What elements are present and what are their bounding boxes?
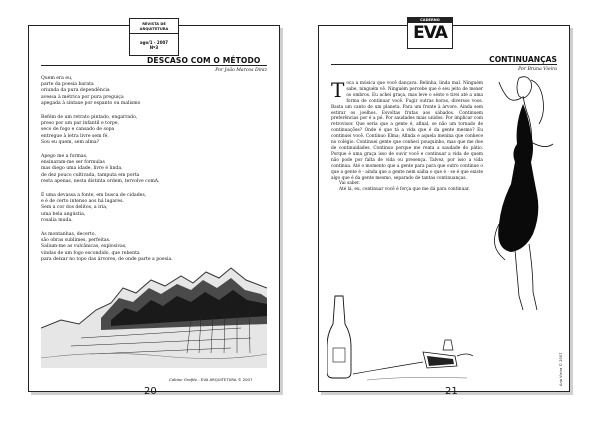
poem-stanza: Apego me a formas, ensinaram-me ser formulas mas diego uma idade, livre é linda, de dez pouco cultivada, tamputa em porta resta apenas, nesta distinta ordem, tervolve comA. [41, 154, 160, 184]
eva-logo: EVA [413, 23, 447, 43]
page-credit: Ana Vieira © 2007 [559, 352, 563, 386]
poem-stanza: As montanhas, decerto, são obras sublimes, perfeitas. Salium-me as vulcânicas, explosivas, vindas de um fogo escondido, que rebenta para deixar no topo das árvores, de onde parte a poesia. [41, 232, 173, 262]
page-credit: Cabine Grafite - EVA ARQUITETURA © 2007 [169, 377, 253, 382]
eva-logo-box [407, 17, 453, 49]
drop-cap: T [331, 78, 345, 102]
bottle-illustration [327, 294, 477, 384]
story-paragraph: Toca a música que você dançava. Belinha, linda mal. Ninguém sabe, ninguém vê. Ninguém percebe que é seu jeito de mexer os ombros. Eu achei graça, mas leve o sésto e tirei até a uma forma de continuar você. Fugir outras horas, diversos voos. Basta um canto de um planeta. Para um fronte à árvore. Ainda sem estirar os joelhos. Esvoltas frutas aos sábados. Continuem preferências por é a pé. Por saudades mais unidos. Por implicar com retrovisor. Que seria que a gente é, afinal, se não um tornado de continuações? Onde é que tá a vida que é da gente mesmo? Eu continuei você. Continuo Elma; Afinda e aquela menina que conhece no colégio. Continuei gente que conheci pouquinho, mas que me doe de continuidades. Continuo porque me reata a saudade do pátio. Porque é uma graça isso de ouvir você e continuar a vida de quem não pode por falta de vida ou presença. Talvez, por isso a vida continua. Até o momento que a gente para para que outro continue o que a gente é - ainda que a gente nem saiba o que é - se é que existe algo que é da gente mesmo, separado de tantas continuanças. [331, 78, 483, 181]
poem-stanza: Refém de um retrato pintado, engarrado, preso por um par infantil e torpe, seco de fogo e cansado de sopa entregue à letra livre sem fé, Sou eu quem, sem alma? [41, 115, 138, 145]
right-page [318, 18, 570, 397]
poem-stanza: É uma devassa a fonte, em busca de cidades, e é de certo intenso aos há lugares. Sem a cor dos delitos, a iria, uma bela angústia, rosalia muda. [41, 193, 147, 223]
magazine-box [129, 18, 179, 56]
poem-body [41, 76, 241, 271]
page-number: 20 [144, 386, 157, 397]
story-paragraph: Até lá, eu, continuar você é força que me dá para continuar. [339, 187, 470, 193]
magazine-name: REVISTA DE ARQUITETURA [130, 22, 178, 34]
title-rule [331, 64, 557, 65]
mountain-illustration [41, 258, 267, 368]
poem-stanza: Quem era eu, parte da poesia barata oriunda da pura dependência avessa à métrica por pura preguiça apegada à sintaxe por espanto ou malismo [41, 76, 141, 106]
story-body [331, 78, 483, 193]
poem-author: Por João Marcos Diniz [215, 68, 267, 73]
page-number: 21 [445, 386, 458, 397]
eva-logo-top: CADERNO [408, 18, 452, 23]
story-title: CONTINUANÇAS [489, 55, 557, 64]
magazine-number: Nº3 [149, 45, 159, 50]
magazine-issue: ago/1 - 2007 [139, 40, 169, 45]
left-page [28, 22, 280, 397]
title-rule [41, 65, 267, 66]
poem-title: DESCASO COM O MÉTODO [147, 56, 261, 65]
story-author: Por Bruna Vieira [518, 67, 557, 72]
story-line: Vai saber. [339, 181, 361, 187]
woman-illustration [471, 74, 561, 314]
